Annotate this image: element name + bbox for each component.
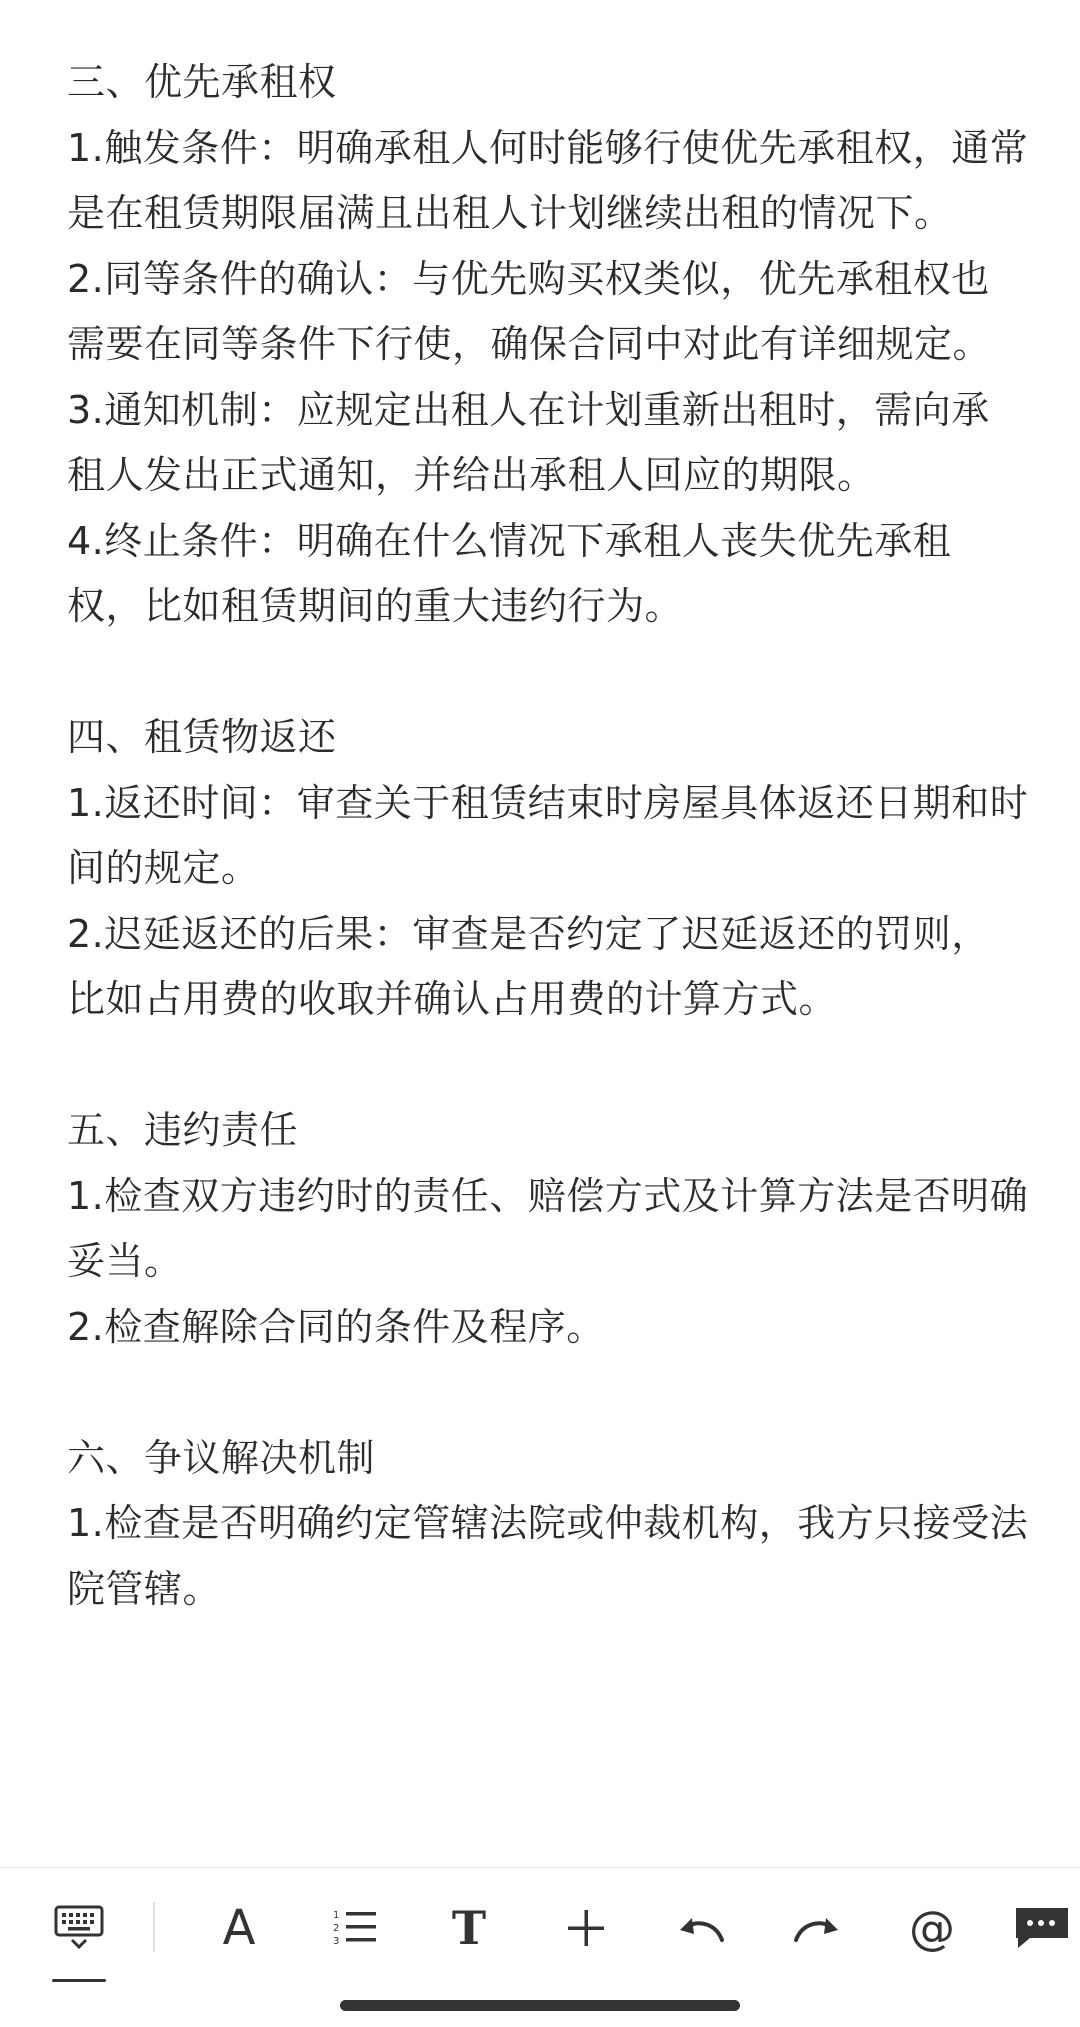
svg-text:1: 1 (333, 1910, 340, 1921)
paragraph-line: 间的规定。 (67, 846, 260, 890)
keyboard-toggle-icon (54, 1905, 104, 1951)
paragraph-line: 1.检查是否明确约定管辖法院或仲裁机构，我方只接受法 (67, 1501, 1029, 1545)
numbered-list-icon (332, 1908, 378, 1948)
undo-button[interactable] (662, 1868, 740, 1988)
undo-icon (678, 1910, 724, 1946)
document-body[interactable] (67, 50, 1027, 1622)
heading-breach-liability: 五、违约责任 (67, 1108, 299, 1152)
paragraph-line: 是在租赁期限届满且出租人计划继续出租的情况下。 (67, 191, 953, 235)
paragraph-line: 2.检查解除合同的条件及程序。 (67, 1304, 605, 1349)
paragraph-line: 妥当。 (67, 1239, 183, 1283)
redo-icon (794, 1910, 840, 1946)
comment-button[interactable] (1010, 1868, 1080, 1988)
home-indicator[interactable] (340, 2000, 740, 2011)
paragraph-line: 需要在同等条件下行使，确保合同中对此有详细规定。 (67, 322, 992, 366)
mention-button[interactable] (893, 1868, 971, 1988)
text-format-button[interactable] (430, 1868, 508, 1988)
heading-dispute-resolution: 六、争议解决机制 (67, 1435, 376, 1480)
paragraph-line: 比如占用费的收取并确认占用费的计算方式。 (67, 977, 838, 1021)
svg-text:3: 3 (333, 1936, 340, 1947)
font-style-icon: A (222, 1900, 256, 1956)
heading-lease-return: 四、租赁物返还 (67, 715, 337, 759)
svg-text:2: 2 (333, 1923, 340, 1934)
insert-button[interactable] (547, 1868, 625, 1988)
paragraph-line: 1.触发条件：明确承租人何时能够行使优先承租权，通常 (67, 125, 1029, 170)
paragraph-line: 3.通知机制：应规定出租人在计划重新出租时，需向承 (67, 387, 990, 432)
paragraph-line: 院管辖。 (67, 1566, 222, 1611)
paragraph-line: 1.返还时间：审查关于租赁结束时房屋具体返还日期和时 (67, 780, 1029, 825)
blank-line (67, 1360, 1027, 1426)
keyboard-toggle-button[interactable] (40, 1868, 118, 1988)
heading-preferential-lease-right: 三、优先承租权 (67, 60, 337, 104)
paragraph-line: 2.同等条件的确认：与优先购买权类似，优先承租权也 (67, 256, 990, 301)
paragraph-line: 4.终止条件：明确在什么情况下承租人丧失优先承租 (67, 518, 952, 563)
paragraph-line: 2.迟延返还的后果：审查是否约定了迟延返还的罚则， (67, 911, 990, 956)
blank-line (67, 1033, 1027, 1099)
paragraph-line: 1.检查双方违约时的责任、赔偿方式及计算方法是否明确 (67, 1173, 1029, 1218)
toolbar-divider (153, 1902, 155, 1952)
paragraph-line: 租人发出正式通知，并给出承租人回应的期限。 (67, 453, 876, 497)
paragraph-line: 权，比如租赁期间的重大违约行为。 (67, 584, 684, 628)
text-format-icon: T (451, 1901, 487, 1955)
blank-line (67, 640, 1027, 706)
mention-icon: @ (909, 1901, 955, 1955)
keyboard-active-indicator (52, 1979, 106, 1982)
insert-icon (566, 1908, 606, 1948)
numbered-list-button[interactable] (316, 1868, 394, 1988)
font-style-button[interactable] (200, 1868, 278, 1988)
redo-button[interactable] (778, 1868, 856, 1988)
comment-icon (1010, 1906, 1070, 1950)
